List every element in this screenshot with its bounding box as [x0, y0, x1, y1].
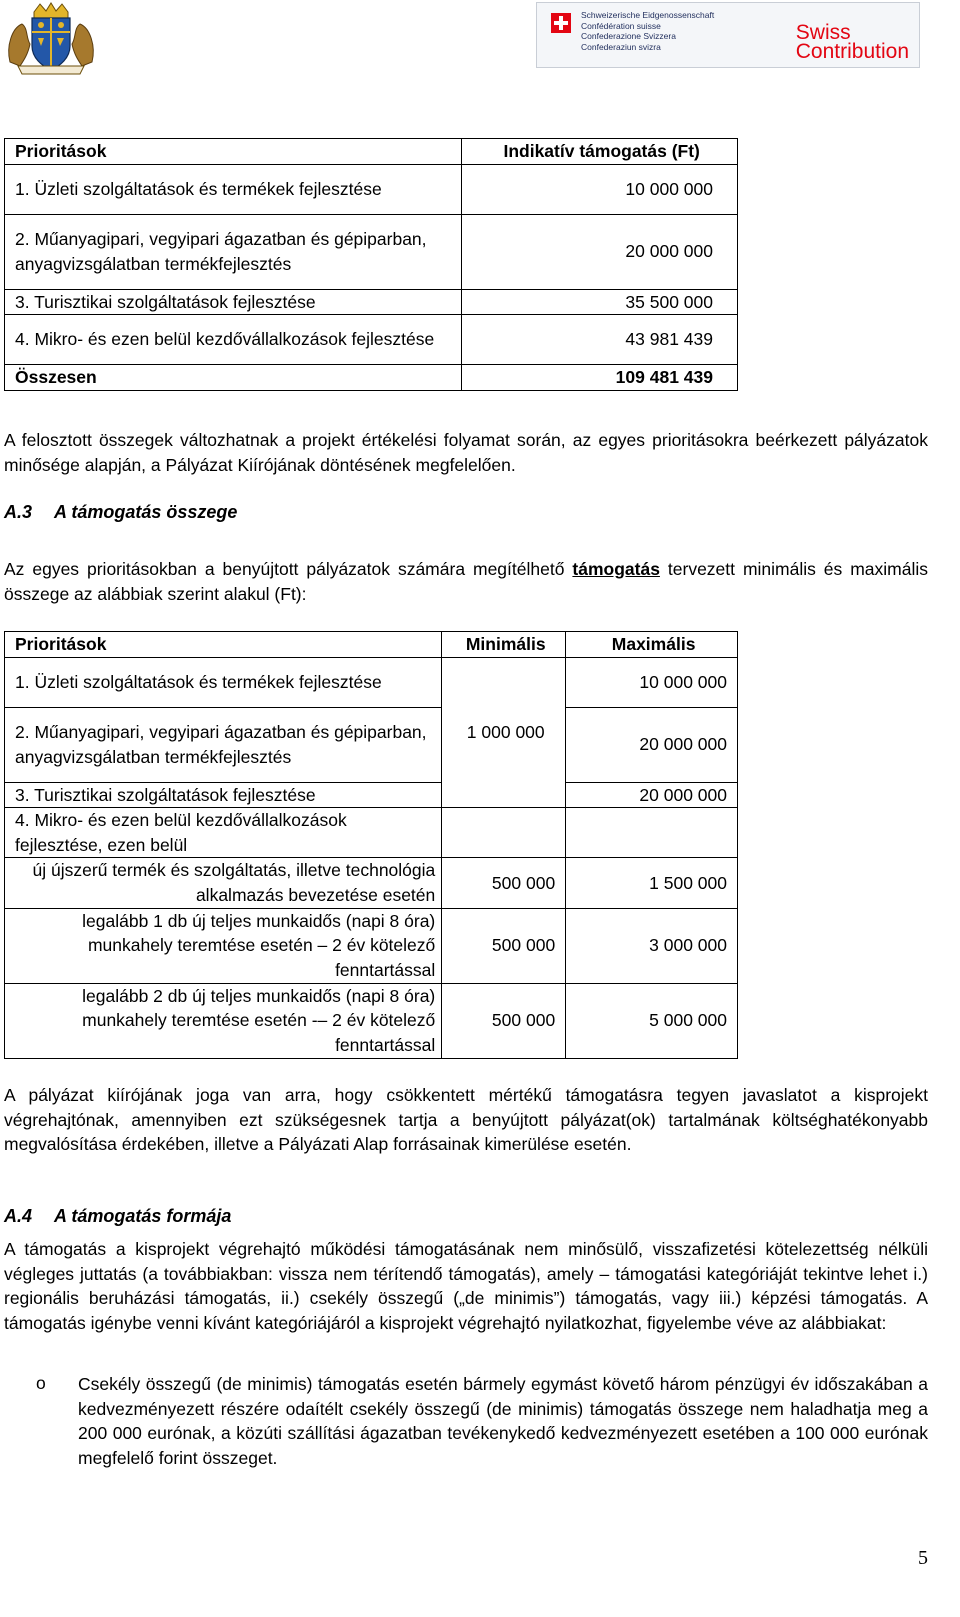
- table-row: [5, 707, 738, 782]
- page-number: 5: [918, 1547, 928, 1569]
- table-row: [5, 315, 738, 365]
- table-row: [5, 808, 738, 858]
- priority-maximum: 20 000 000: [566, 707, 738, 782]
- sub-priority-minimum: 500 000: [442, 908, 566, 983]
- swiss-languages: Schweizerische Eidgenossenschaft Confédération suisse Confederazione Svizzera Confederaziun svizra: [581, 10, 715, 52]
- header-indicative-support: Indikatív támogatás (Ft): [462, 139, 738, 165]
- sub-priority-maximum: 1 500 000: [566, 858, 738, 908]
- table-row: [5, 164, 738, 214]
- priority-maximum: 10 000 000: [566, 657, 738, 707]
- sub-priority-minimum: 500 000: [442, 858, 566, 908]
- total-amount: 109 481 439: [462, 365, 738, 391]
- swiss-contribution-logo: [536, 2, 920, 68]
- section-heading-a4: [4, 1206, 231, 1227]
- swiss-flag-icon: [551, 13, 571, 33]
- table-header-row: [5, 632, 738, 658]
- min-max-support-table: [4, 631, 738, 1059]
- table-header-row: [5, 139, 738, 165]
- sub-priority-minimum: 500 000: [442, 983, 566, 1058]
- table-total-row: [5, 365, 738, 391]
- header-priorities: Prioritások: [5, 139, 462, 165]
- sub-priority-label: legalább 1 db új teljes munkaidős (napi 8 óra) munkahely teremtése esetén – 2 év kötelező fenntartással: [5, 908, 442, 983]
- priority-label: 3. Turisztikai szolgáltatások fejlesztése: [5, 289, 462, 315]
- priority-label: 2. Műanyagipari, vegyipari ágazatban és gépiparban, anyagvizsgálatban termékfejlesztés: [5, 707, 442, 782]
- priority-amount: 43 981 439: [462, 315, 738, 365]
- table-row: [5, 983, 738, 1058]
- sub-priority-maximum: 5 000 000: [566, 983, 738, 1058]
- priority-label: 1. Üzleti szolgáltatások és termékek fejlesztése: [5, 164, 462, 214]
- priority-maximum: 20 000 000: [566, 782, 738, 808]
- sub-priority-label: új újszerű termék és szolgáltatás, illetve technológia alkalmazás bevezetése esetén: [5, 858, 442, 908]
- header-maximum: Maximális: [566, 632, 738, 658]
- section-number: A.4: [4, 1206, 33, 1226]
- table-row: [5, 289, 738, 315]
- priority-label: 1. Üzleti szolgáltatások és termékek fejlesztése: [5, 657, 442, 707]
- table-row: [5, 908, 738, 983]
- sub-priority-maximum: 3 000 000: [566, 908, 738, 983]
- support-term: támogatás: [572, 559, 660, 579]
- paragraph-support-amount: Az egyes prioritásokban a benyújtott pályázatok számára megítélhető támogatás tervezett minimális és maximális összege az alábbiak szerint alakul (Ft):: [4, 559, 929, 604]
- priority-label: 3. Turisztikai szolgáltatások fejlesztése: [5, 782, 442, 808]
- coat-of-arms-logo: [4, 2, 98, 76]
- section-title: A támogatás összege: [54, 502, 238, 522]
- bullet-marker: o: [36, 1373, 46, 1393]
- indicative-support-table: [4, 138, 738, 391]
- swiss-contribution-wordmark: Swiss Contribution: [795, 21, 909, 63]
- paragraph-support-form: A támogatás a kisprojekt végrehajtó működési támogatásának nem minősülő, visszafizetési kötelezettség nélküli végleges juttatás (a továbbiakban: vissza nem térítendő támogatás), amely – támogatási kategóriáját tekintve lehet i.) regionális beruházási támogatás, ii.) csekély összegű („de minimis”) támogatás, vagy iii.) képzési támogatás. A támogatás igénybe venni kívánt kategóriájáról a kisprojekt végrehajtó nyilatkozhat, figyelembe véve az alábbiakat:: [4, 1239, 928, 1333]
- priority-amount: 35 500 000: [462, 289, 738, 315]
- priority-label: 2. Műanyagipari, vegyipari ágazatban és gépiparban, anyagvizsgálatban termékfejlesztés: [5, 214, 462, 289]
- empty-cell: [566, 808, 738, 858]
- table-row: [5, 782, 738, 808]
- priority-label: 4. Mikro- és ezen belül kezdővállalkozások fejlesztése: [5, 315, 462, 365]
- section-number: A.3: [4, 502, 33, 522]
- header-priorities: Prioritások: [5, 632, 442, 658]
- table-row: [5, 657, 738, 707]
- total-label: Összesen: [5, 365, 462, 391]
- section-heading-a3: [4, 502, 237, 523]
- section-title: A támogatás formája: [54, 1206, 232, 1226]
- header-minimum: Minimális: [442, 632, 566, 658]
- table-row: [5, 858, 738, 908]
- priority-label: 4. Mikro- és ezen belül kezdővállalkozások fejlesztése, ezen belül: [5, 808, 442, 858]
- sub-priority-label: legalább 2 db új teljes munkaidős (napi 8 óra) munkahely teremtése esetén -– 2 év kötelező fenntartással: [5, 983, 442, 1058]
- empty-cell: [442, 808, 566, 858]
- shared-minimum: 1 000 000: [442, 657, 566, 808]
- paragraph-reduced-support: A pályázat kiírójának joga van arra, hogy csökkentett mértékű támogatásra tegyen javaslatot a kisprojekt végrehajtónak, amennyiben ezt szükségesnek tartja a benyújtott pályázat(ok) tartalmának költséghatékonyabb megvalósítása érdekében, illetve a Pályázati Alap forrásainak kimerülése esetén.: [4, 1085, 928, 1155]
- table-row: [5, 214, 738, 289]
- paragraph-allocation-note: A felosztott összegek változhatnak a projekt értékelési folyamat során, az egyes prioritásokra beérkezett pályázatok minősége alapján, a Pályázat Kiírójának döntésének megfelelően.: [4, 430, 928, 475]
- priority-amount: 10 000 000: [462, 164, 738, 214]
- bullet-de-minimis: Csekély összegű (de minimis) támogatás esetén bármely egymást követő három pénzügyi év időszakában a kedvezményezett részére odaítélt csekély összegű (de minimis) támogatás összege nem haladhatja meg a 200 000 eurónak, a közúti szállítási ágazatban tevékenykedő kedvezményezett esetében a 100 000 eurónak megfelelő forint összeget.: [78, 1374, 928, 1468]
- priority-amount: 20 000 000: [462, 214, 738, 289]
